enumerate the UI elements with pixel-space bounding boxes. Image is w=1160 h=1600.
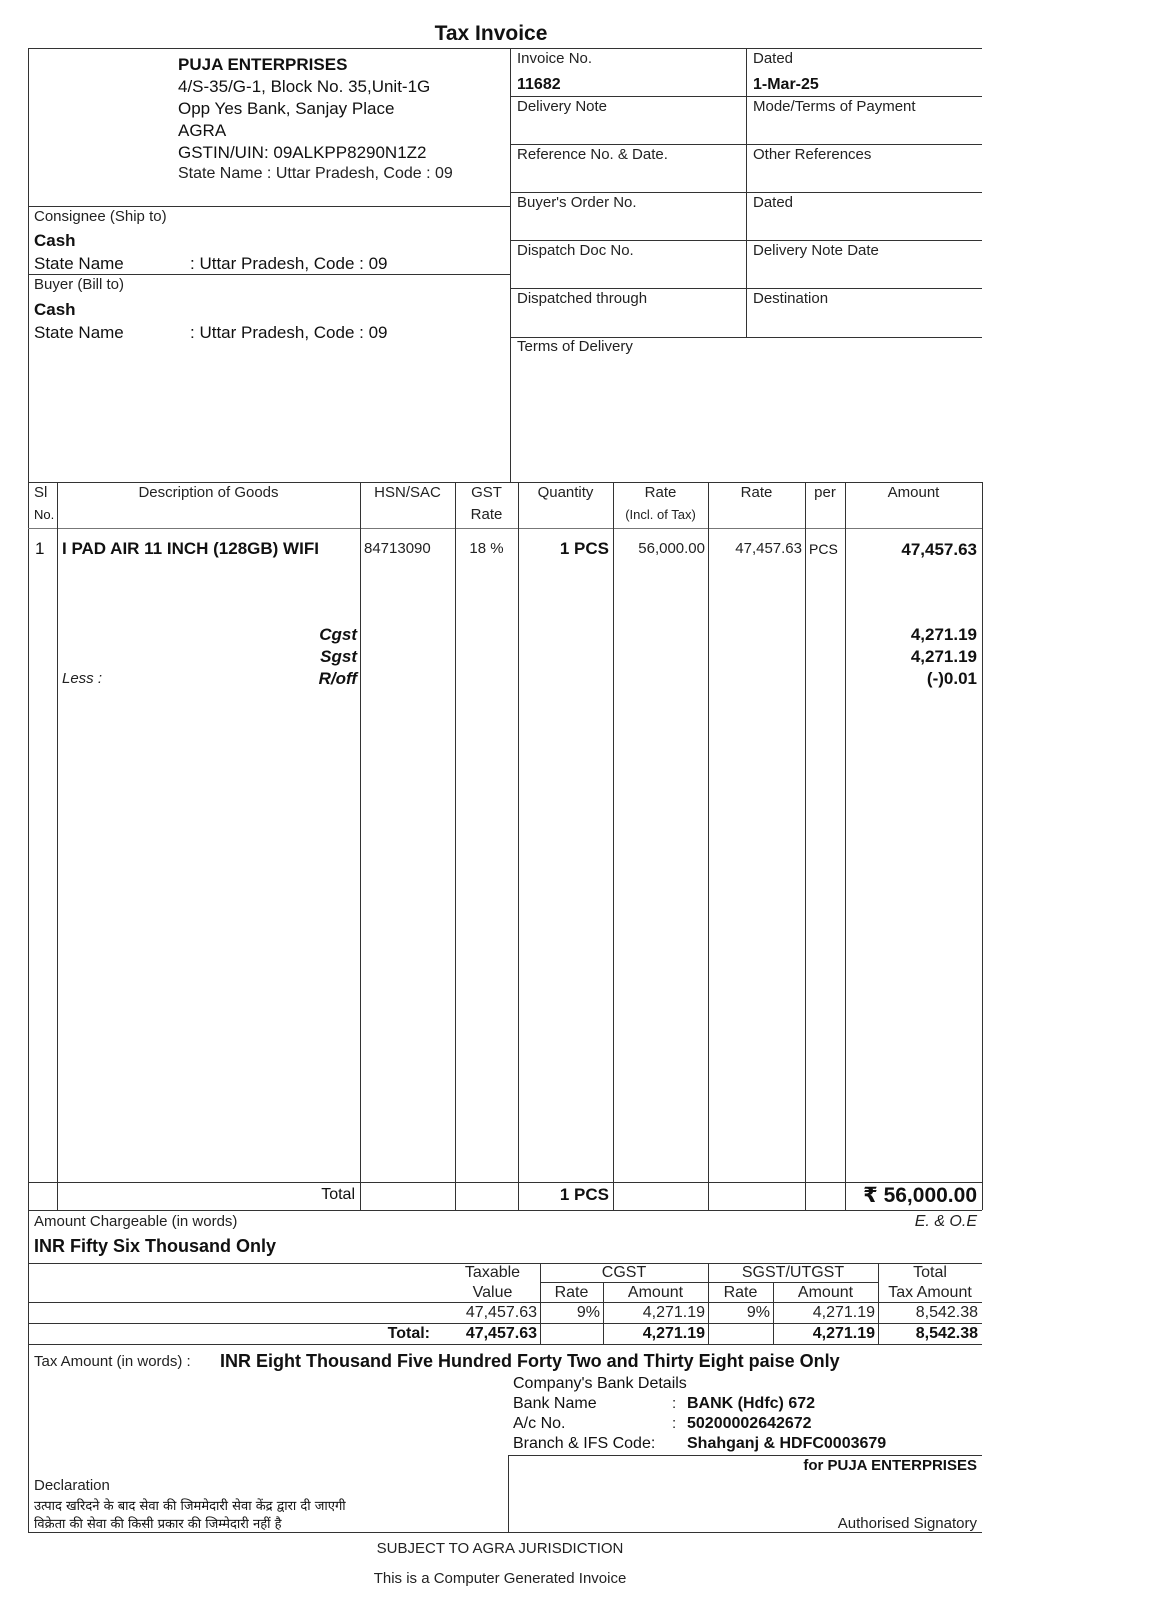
col-divider [845, 482, 846, 1210]
item-description: I PAD AIR 11 INCH (128GB) WIFI [62, 539, 319, 558]
tax-total-cgst: 4,271.19 [642, 1325, 705, 1342]
dispatch-doc-label: Dispatch Doc No. [517, 242, 634, 259]
consignee-heading: Consignee (Ship to) [34, 208, 167, 225]
dispatched-through-label: Dispatched through [517, 290, 648, 307]
tax-total-sgst: 4,271.19 [812, 1325, 875, 1342]
col-gst: GST [471, 484, 502, 501]
col-hsn: HSN/SAC [374, 484, 441, 501]
buyer-name: Cash [34, 300, 76, 319]
cgst-amount: 4,271.19 [910, 625, 977, 644]
meta-line [510, 240, 982, 241]
seller-state: State Name : Uttar Pradesh, Code : 09 [178, 165, 453, 182]
sgst-sub-line [708, 1282, 878, 1283]
other-refs-label: Other References [753, 146, 872, 163]
col-quantity: Quantity [537, 484, 594, 501]
item-gst-rate: 18 % [469, 540, 504, 557]
amount-words-label: Amount Chargeable (in words) [34, 1213, 238, 1230]
terms-delivery-label: Terms of Delivery [517, 338, 633, 355]
meta-line [510, 288, 982, 289]
mode-terms-label: Mode/Terms of Payment [753, 98, 916, 115]
declaration-line2: विक्रेता की सेवा की किसी प्रकार की जिम्मेदारी नहीं है [34, 1517, 282, 1532]
item-rate-incl: 56,000.00 [638, 540, 705, 557]
consignee-state-label: State Name [34, 254, 124, 273]
bank-name-value: BANK (Hdfc) 672 [687, 1395, 816, 1412]
items-total-top-line [28, 1182, 982, 1183]
tax-total-label: Total [913, 1264, 947, 1281]
jurisdiction-text: SUBJECT TO AGRA JURISDICTION [376, 1540, 624, 1557]
declaration-line1: उत्पाद खरिदने के बाद सेवा की जिममेदारी सेवा केंद्र द्वारा दी जाएगी [34, 1499, 346, 1514]
tax-total-taxable: 47,457.63 [465, 1325, 537, 1342]
col-divider [805, 482, 806, 1210]
cgst-sub-line [540, 1282, 708, 1283]
tax-table-bottom [28, 1344, 982, 1345]
buyer-state-label: State Name [34, 323, 124, 342]
dated2-label: Dated [753, 194, 794, 211]
less-label: Less : [62, 670, 103, 687]
buyer-state-value: : Uttar Pradesh, Code : 09 [190, 323, 388, 342]
invoice-no: 11682 [517, 76, 561, 93]
invoice-date: 1-Mar-25 [753, 76, 819, 93]
col-no: No. [34, 507, 55, 522]
delivery-note-label: Delivery Note [517, 98, 608, 115]
reference-label: Reference No. & Date. [517, 146, 668, 163]
consignee-bottom-line [28, 274, 510, 275]
buyer-heading: Buyer (Bill to) [34, 276, 125, 293]
tax-sgst-rate-label: Rate [723, 1284, 758, 1301]
seller-bottom-line [28, 206, 510, 207]
item-sl: 1 [35, 539, 45, 558]
col-divider [708, 482, 709, 1210]
items-top-line [28, 482, 982, 483]
meta-col-divider [746, 48, 747, 338]
total-amount: ₹ 56,000.00 [863, 1184, 977, 1207]
bank-branch-label: Branch & IFS Code: [513, 1435, 656, 1452]
seller-gstin: GSTIN/UIN: 09ALKPP8290N1Z2 [178, 143, 427, 162]
items-total-bottom-line [28, 1210, 982, 1211]
border-left [28, 48, 29, 1532]
seller-city: AGRA [178, 121, 227, 140]
col-gst-rate: Rate [470, 506, 503, 523]
declaration-heading: Declaration [34, 1477, 110, 1494]
destination-label: Destination [753, 290, 829, 307]
roff-label: R/off [318, 669, 357, 688]
bank-ac-value: 50200002642672 [687, 1415, 812, 1432]
total-label: Total [321, 1186, 355, 1203]
col-rate: Rate [740, 484, 773, 501]
amount-words-value: INR Fifty Six Thousand Only [34, 1236, 277, 1256]
col-per: per [814, 484, 836, 501]
col-divider [613, 482, 614, 1210]
col-rate-incl-sub: (Incl. of Tax) [625, 507, 696, 522]
consignee-name: Cash [34, 231, 76, 250]
col-divider [455, 482, 456, 1210]
col-divider [360, 482, 361, 1210]
item-hsn: 84713090 [364, 540, 431, 557]
items-header-bottom-line [28, 528, 982, 529]
col-divider [57, 482, 58, 1210]
eoe-label: E. & O.E [914, 1213, 977, 1230]
col-amount: Amount [887, 484, 940, 501]
meta-line [510, 96, 982, 97]
signatory-box-left [508, 1455, 509, 1532]
bank-ac-colon: : [672, 1415, 677, 1432]
tax-row-cgst-rate: 9% [576, 1304, 600, 1321]
tax-cgst-amount-label: Amount [627, 1284, 684, 1301]
tax-table-header-line [28, 1302, 982, 1303]
bank-branch-value: Shahganj & HDFC0003679 [687, 1435, 887, 1452]
meta-line [510, 144, 982, 145]
bank-ac-label: A/c No. [513, 1415, 566, 1432]
tax-row-total: 8,542.38 [915, 1304, 978, 1321]
tax-table-row-line [28, 1323, 982, 1324]
tax-cgst-label: CGST [601, 1264, 647, 1281]
tax-words-value: INR Eight Thousand Five Hundred Forty Two and Thirty Eight paise Only [220, 1351, 840, 1371]
border-top [28, 48, 982, 49]
roff-amount: (-)0.01 [926, 669, 977, 688]
col-divider [982, 482, 983, 1210]
tax-words-label: Tax Amount (in words) : [34, 1353, 191, 1370]
bank-heading: Company's Bank Details [513, 1375, 687, 1392]
tax-total-row-label: Total: [387, 1325, 430, 1342]
signatory-box-top [508, 1455, 982, 1456]
delivery-note-date-label: Delivery Note Date [753, 242, 879, 259]
item-per: PCS [809, 541, 838, 557]
tax-value-label: Value [472, 1284, 513, 1301]
consignee-state-value: : Uttar Pradesh, Code : 09 [190, 254, 388, 273]
bottom-border [28, 1532, 982, 1533]
cgst-label: Cgst [319, 625, 357, 644]
tax-sgst-amount-label: Amount [797, 1284, 854, 1301]
tax-total-total: 8,542.38 [915, 1325, 978, 1342]
tax-row-sgst-amount: 4,271.19 [812, 1304, 875, 1321]
tax-row-sgst-rate: 9% [746, 1304, 770, 1321]
invoice-title: Tax Invoice [434, 22, 548, 45]
sgst-amount: 4,271.19 [910, 647, 977, 666]
signatory-for: for PUJA ENTERPRISES [803, 1457, 977, 1474]
header-mid-divider [510, 48, 511, 483]
col-sl: Sl [34, 484, 48, 501]
seller-address1: 4/S-35/G-1, Block No. 35,Unit-1G [178, 77, 431, 96]
col-divider [518, 482, 519, 1210]
signatory-label: Authorised Signatory [837, 1515, 977, 1532]
item-rate: 47,457.63 [735, 540, 802, 557]
tax-row-cgst-amount: 4,271.19 [642, 1304, 705, 1321]
bank-name-colon: : [672, 1395, 677, 1412]
tax-total-amount-label: Tax Amount [888, 1284, 972, 1301]
seller-name: PUJA ENTERPRISES [178, 55, 348, 74]
tax-taxable-label: Taxable [464, 1264, 521, 1281]
invoice-no-label: Invoice No. [517, 50, 593, 67]
meta-line [510, 192, 982, 193]
total-quantity: 1 PCS [559, 1185, 609, 1204]
sgst-label: Sgst [320, 647, 357, 666]
col-description: Description of Goods [138, 484, 279, 501]
col-rate-incl: Rate [644, 484, 677, 501]
seller-address2: Opp Yes Bank, Sanjay Place [178, 99, 395, 118]
tax-row-taxable: 47,457.63 [465, 1304, 537, 1321]
item-quantity: 1 PCS [559, 539, 609, 558]
item-amount: 47,457.63 [901, 540, 977, 559]
computer-generated-text: This is a Computer Generated Invoice [373, 1570, 627, 1587]
dated-label: Dated [753, 50, 794, 67]
buyers-order-label: Buyer's Order No. [517, 194, 637, 211]
bank-name-label: Bank Name [513, 1395, 597, 1412]
tax-cgst-rate-label: Rate [554, 1284, 589, 1301]
tax-sgst-label: SGST/UTGST [741, 1264, 845, 1281]
